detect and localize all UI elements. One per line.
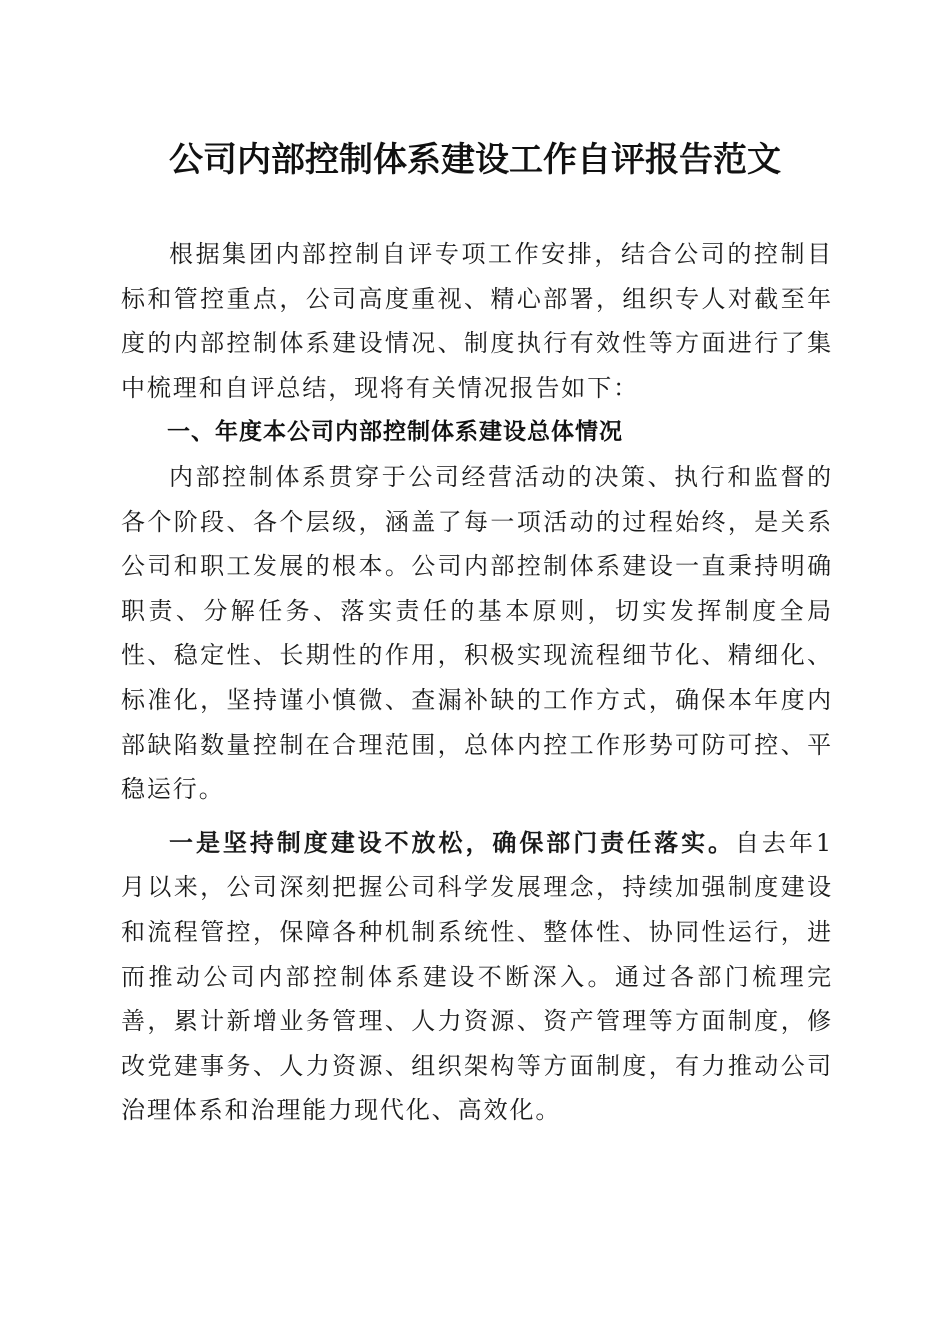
document-body [121,232,833,1133]
intro-paragraph: 根据集团内部控制自评专项工作安排，结合公司的控制目标和管控重点，公司高度重视、精心部署，组织专人对截至年度的内部控制体系建设情况、制度执行有效性等方面进行了集中梳理和自评总结，现将有关情况报告如下： [121,240,833,402]
section-paragraph-2 [121,821,833,1133]
paragraph-lead-sentence: 一是坚持制度建设不放松，确保部门责任落实。 [169,827,735,857]
section-paragraph-1: 内部控制体系贯穿于公司经营活动的决策、执行和监督的各个阶段、各个层级，涵盖了每一项活动的过程始终，是关系公司和职工发展的根本。公司内部控制体系建设一直秉持明确职责、分解任务、落实责任的基本原则，切实发挥制度全局性、稳定性、长期性的作用，积极实现流程细节化、精细化、标准化，坚持谨小慎微、查漏补缺的工作方式，确保本年度内部缺陷数量控制在合理范围，总体内控工作形势可防可控、平稳运行。 [121,462,833,804]
section-heading: 一、年度本公司内部控制体系建设总体情况 [167,419,623,446]
document-title: 公司内部控制体系建设工作自评报告范文 [169,140,781,180]
paragraph-body: 自去年1月以来，公司深刻把握公司科学发展理念，持续加强制度建设和流程管控，保障各种机制系统性、整体性、协同性运行，进而推动公司内部控制体系建设不断深入。通过各部门梳理完善，累计新增业务管理、人力资源、资产管理等方面制度，修改党建事务、人力资源、组织架构等方面制度，有力推动公司治理体系和治理能力现代化、高效化。 [121,828,833,1125]
